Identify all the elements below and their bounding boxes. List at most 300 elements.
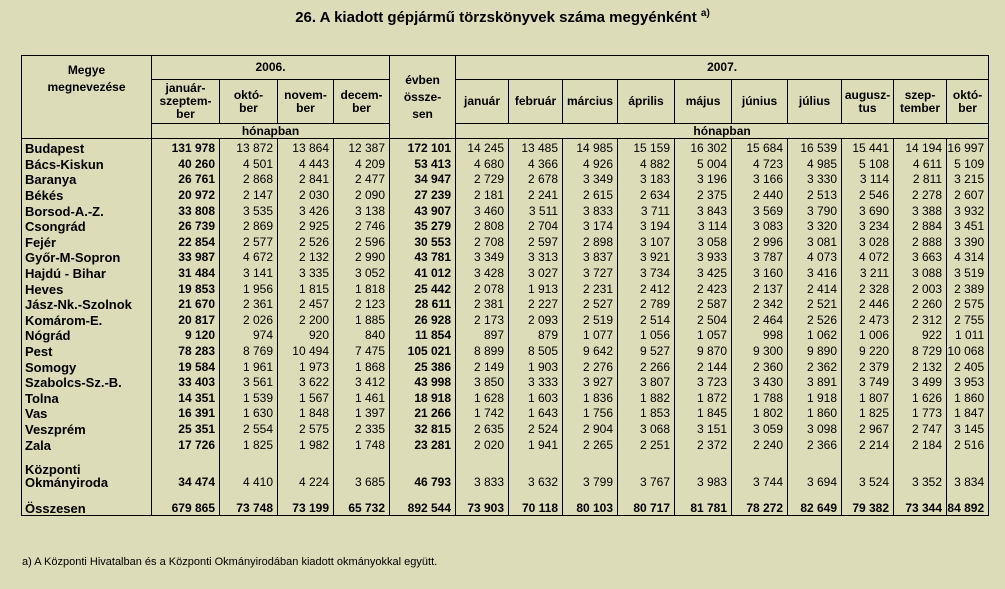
value-cell-2007: 3 028 [842,235,894,251]
value-cell-2006: 12 387 [334,139,390,157]
table-row [22,406,989,422]
value-cell-2007: 4 985 [788,157,842,173]
value-cell-2007: 2 967 [842,422,894,438]
value-cell-2007: 2 521 [788,297,842,313]
table-row [22,453,989,489]
value-cell-2007: 3 313 [509,250,563,266]
month-header-2007: január [456,80,509,124]
month-header-2006: novem- ber [278,80,334,124]
value-cell-2007: 2 755 [947,313,989,329]
value-cell-2007: 1 062 [788,328,842,344]
annual-total-cell: 53 413 [390,157,456,173]
value-cell-2006: 3 141 [220,266,278,282]
county-name: Békés [22,188,152,204]
value-cell-2007: 2 516 [947,437,989,453]
value-cell-2007: 2 278 [894,188,947,204]
value-cell-2007: 2 020 [456,437,509,453]
value-cell-2007: 2 898 [563,235,618,251]
month-header-2007: szep- tember [894,80,947,124]
value-cell-2007: 3 098 [788,422,842,438]
value-cell-2007: 1 603 [509,391,563,407]
value-cell-2007: 3 196 [675,172,732,188]
value-cell-2007: 2 231 [563,281,618,297]
county-name: Borsod-A.-Z. [22,203,152,219]
value-cell-2007: 3 843 [675,203,732,219]
value-cell-2006: 3 561 [220,375,278,391]
value-cell-2007: 1 056 [618,328,675,344]
value-cell-2007: 3 837 [563,250,618,266]
value-cell-2007: 9 870 [675,344,732,360]
value-cell-2006: 1 630 [220,406,278,422]
value-cell-2007: 2 446 [842,297,894,313]
value-cell-2006: 1 818 [334,281,390,297]
value-cell-2007: 2 546 [842,188,894,204]
value-cell-2007: 2 808 [456,219,509,235]
value-cell-2007: 9 890 [788,344,842,360]
value-cell-2007: 80 717 [618,489,675,516]
value-cell-2007: 8 899 [456,344,509,360]
value-cell-2007: 3 807 [618,375,675,391]
county-name: Összesen [22,489,152,516]
value-cell-2007: 3 183 [618,172,675,188]
value-cell-2007: 3 723 [675,375,732,391]
value-cell-2007: 2 260 [894,297,947,313]
value-cell-2006: 1 961 [220,359,278,375]
value-cell-2007: 3 983 [675,453,732,489]
value-cell-2007: 3 632 [509,453,563,489]
value-cell-2007: 9 642 [563,344,618,360]
value-cell-2006: 26 761 [152,172,220,188]
value-cell-2007: 897 [456,328,509,344]
value-cell-2007: 2 704 [509,219,563,235]
table-row [22,250,989,266]
value-cell-2006: 131 978 [152,139,220,157]
value-cell-2007: 2 811 [894,172,947,188]
table-row [22,391,989,407]
month-header-2007: március [563,80,618,124]
annual-total-cell: 35 279 [390,219,456,235]
value-cell-2007: 2 635 [456,422,509,438]
value-cell-2007: 3 524 [842,453,894,489]
table-row [22,344,989,360]
annual-total-cell: 32 815 [390,422,456,438]
value-cell-2007: 1 860 [788,406,842,422]
value-cell-2006: 2 925 [278,219,334,235]
table-row [22,235,989,251]
value-cell-2007: 1 836 [563,391,618,407]
data-table [21,55,989,516]
county-name: Veszprém [22,422,152,438]
annual-total-cell: 34 947 [390,172,456,188]
value-cell-2007: 1 941 [509,437,563,453]
value-cell-2006: 2 200 [278,313,334,329]
value-cell-2007: 1 788 [732,391,788,407]
table-row [22,266,989,282]
value-cell-2006: 3 535 [220,203,278,219]
value-cell-2007: 3 569 [732,203,788,219]
value-cell-2007: 3 694 [788,453,842,489]
value-cell-2006: 4 410 [220,453,278,489]
page-title [0,8,1005,26]
table-row [22,281,989,297]
value-cell-2007: 15 441 [842,139,894,157]
annual-total-cell: 28 611 [390,297,456,313]
value-cell-2007: 2 078 [456,281,509,297]
table-row [22,203,989,219]
value-cell-2006: 2 132 [278,250,334,266]
value-cell-2007: 3 711 [618,203,675,219]
value-cell-2007: 1 011 [947,328,989,344]
value-cell-2007: 1 913 [509,281,563,297]
value-cell-2007: 4 073 [788,250,842,266]
county-name: Komárom-E. [22,313,152,329]
value-cell-2006: 2 841 [278,172,334,188]
value-cell-2006: 33 987 [152,250,220,266]
value-cell-2006: 2 990 [334,250,390,266]
value-cell-2007: 1 742 [456,406,509,422]
value-cell-2006: 1 397 [334,406,390,422]
month-header-2007: július [788,80,842,124]
value-cell-2007: 1 626 [894,391,947,407]
value-cell-2007: 2 996 [732,235,788,251]
value-cell-2007: 2 240 [732,437,788,453]
value-cell-2007: 3 834 [947,453,989,489]
value-cell-2006: 1 956 [220,281,278,297]
value-cell-2007: 1 882 [618,391,675,407]
value-cell-2006: 2 869 [220,219,278,235]
value-cell-2007: 2 884 [894,219,947,235]
value-cell-2007: 2 789 [618,297,675,313]
value-cell-2007: 2 312 [894,313,947,329]
value-cell-2006: 2 575 [278,422,334,438]
table-row [22,297,989,313]
annual-total-cell: 172 101 [390,139,456,157]
value-cell-2007: 2 597 [509,235,563,251]
value-cell-2007: 2 615 [563,188,618,204]
value-cell-2007: 1 825 [842,406,894,422]
table-row [22,172,989,188]
value-cell-2007: 3 388 [894,203,947,219]
value-cell-2007: 1 807 [842,391,894,407]
value-cell-2007: 9 220 [842,344,894,360]
value-cell-2007: 2 527 [563,297,618,313]
value-cell-2007: 4 611 [894,157,947,173]
value-cell-2007: 3 068 [618,422,675,438]
value-cell-2007: 2 678 [509,172,563,188]
value-cell-2007: 3 833 [456,453,509,489]
value-cell-2006: 974 [220,328,278,344]
value-cell-2006: 26 739 [152,219,220,235]
value-cell-2006: 1 848 [278,406,334,422]
value-cell-2006: 2 123 [334,297,390,313]
value-cell-2007: 16 302 [675,139,732,157]
value-cell-2006: 34 474 [152,453,220,489]
value-cell-2007: 3 767 [618,453,675,489]
value-cell-2006: 73 748 [220,489,278,516]
value-cell-2007: 3 416 [788,266,842,282]
value-cell-2006: 73 199 [278,489,334,516]
value-cell-2007: 2 514 [618,313,675,329]
value-cell-2007: 2 093 [509,313,563,329]
value-cell-2007: 1 057 [675,328,732,344]
value-cell-2007: 4 680 [456,157,509,173]
value-cell-2006: 13 864 [278,139,334,157]
county-name: Heves [22,281,152,297]
value-cell-2007: 3 460 [456,203,509,219]
value-cell-2007: 1 773 [894,406,947,422]
value-cell-2007: 1 872 [675,391,732,407]
value-cell-2007: 3 088 [894,266,947,282]
value-cell-2007: 4 723 [732,157,788,173]
annual-total-cell: 30 553 [390,235,456,251]
value-cell-2007: 5 108 [842,157,894,173]
value-cell-2007: 2 266 [618,359,675,375]
value-cell-2007: 1 847 [947,406,989,422]
county-name: Pest [22,344,152,360]
value-cell-2007: 2 414 [788,281,842,297]
value-cell-2007: 1 860 [947,391,989,407]
value-cell-2007: 2 251 [618,437,675,453]
value-cell-2007: 2 587 [675,297,732,313]
table-row [22,219,989,235]
value-cell-2007: 2 372 [675,437,732,453]
value-cell-2007: 3 330 [788,172,842,188]
table-row [22,157,989,173]
value-cell-2007: 2 137 [732,281,788,297]
value-cell-2007: 4 882 [618,157,675,173]
value-cell-2007: 8 729 [894,344,947,360]
value-cell-2007: 2 575 [947,297,989,313]
value-cell-2007: 3 058 [675,235,732,251]
value-cell-2007: 2 412 [618,281,675,297]
value-cell-2007: 14 245 [456,139,509,157]
value-cell-2007: 2 464 [732,313,788,329]
value-cell-2007: 78 272 [732,489,788,516]
value-cell-2007: 2 904 [563,422,618,438]
value-cell-2006: 22 854 [152,235,220,251]
value-cell-2007: 2 634 [618,188,675,204]
value-cell-2006: 3 138 [334,203,390,219]
value-cell-2007: 2 342 [732,297,788,313]
value-cell-2007: 3 690 [842,203,894,219]
value-cell-2007: 3 194 [618,219,675,235]
table-row [22,328,989,344]
value-cell-2007: 3 850 [456,375,509,391]
value-cell-2007: 2 362 [788,359,842,375]
value-cell-2007: 3 081 [788,235,842,251]
table-row [22,437,989,453]
county-name: Budapest [22,139,152,157]
value-cell-2007: 3 083 [732,219,788,235]
annual-total-cell: 18 918 [390,391,456,407]
value-cell-2006: 31 484 [152,266,220,282]
value-cell-2007: 4 072 [842,250,894,266]
value-cell-2007: 1 643 [509,406,563,422]
value-cell-2007: 2 504 [675,313,732,329]
value-cell-2007: 2 729 [456,172,509,188]
value-cell-2007: 15 159 [618,139,675,157]
value-cell-2007: 3 451 [947,219,989,235]
value-cell-2007: 998 [732,328,788,344]
annual-total-cell: 105 021 [390,344,456,360]
county-name: Hajdú - Bihar [22,266,152,282]
value-cell-2007: 16 539 [788,139,842,157]
value-cell-2007: 2 379 [842,359,894,375]
annual-total-cell: 11 854 [390,328,456,344]
value-cell-2007: 3 215 [947,172,989,188]
value-cell-2006: 2 554 [220,422,278,438]
county-name: Tolna [22,391,152,407]
value-cell-2007: 2 375 [675,188,732,204]
value-cell-2006: 2 577 [220,235,278,251]
value-cell-2006: 4 209 [334,157,390,173]
month-header-2007: április [618,80,675,124]
value-cell-2007: 3 234 [842,219,894,235]
value-cell-2007: 3 932 [947,203,989,219]
value-cell-2007: 2 423 [675,281,732,297]
month-header-2006: októ- ber [220,80,278,124]
value-cell-2006: 3 622 [278,375,334,391]
value-cell-2007: 3 333 [509,375,563,391]
value-cell-2007: 2 519 [563,313,618,329]
value-cell-2007: 73 903 [456,489,509,516]
value-cell-2007: 10 068 [947,344,989,360]
month-header-2007: októ- ber [947,80,989,124]
value-cell-2007: 2 473 [842,313,894,329]
county-name: Zala [22,437,152,453]
value-cell-2007: 4 926 [563,157,618,173]
county-name: Győr-M-Sopron [22,250,152,266]
year-2006-header: 2006. [152,56,390,80]
value-cell-2006: 1 815 [278,281,334,297]
value-cell-2007: 13 485 [509,139,563,157]
value-cell-2007: 3 114 [842,172,894,188]
table-row [22,313,989,329]
table-row [22,489,989,516]
value-cell-2006: 7 475 [334,344,390,360]
value-cell-2007: 3 425 [675,266,732,282]
county-name: Csongrád [22,219,152,235]
value-cell-2006: 4 501 [220,157,278,173]
value-cell-2007: 2 144 [675,359,732,375]
value-cell-2007: 4 314 [947,250,989,266]
value-cell-2006: 2 868 [220,172,278,188]
title-footnote-marker: a) [700,8,710,19]
value-cell-2007: 2 747 [894,422,947,438]
county-name: Nógrád [22,328,152,344]
county-name: Somogy [22,359,152,375]
value-cell-2006: 2 746 [334,219,390,235]
annual-total-cell: 43 907 [390,203,456,219]
value-cell-2007: 3 891 [788,375,842,391]
value-cell-2007: 3 428 [456,266,509,282]
value-cell-2007: 2 360 [732,359,788,375]
value-cell-2006: 25 351 [152,422,220,438]
value-cell-2006: 1 973 [278,359,334,375]
value-cell-2006: 1 748 [334,437,390,453]
value-cell-2007: 2 389 [947,281,989,297]
month-header-2006: decem- ber [334,80,390,124]
value-cell-2007: 16 997 [947,139,989,157]
county-name: Jász-Nk.-Szolnok [22,297,152,313]
table-row [22,139,989,157]
value-cell-2006: 1 539 [220,391,278,407]
county-name: Bács-Kiskun [22,157,152,173]
annual-total-cell: 25 386 [390,359,456,375]
county-header: Megye megnevezése [22,56,152,139]
value-cell-2007: 9 300 [732,344,788,360]
value-cell-2006: 14 351 [152,391,220,407]
value-cell-2007: 1 756 [563,406,618,422]
value-cell-2007: 3 927 [563,375,618,391]
value-cell-2007: 2 328 [842,281,894,297]
value-cell-2006: 19 584 [152,359,220,375]
value-cell-2007: 3 430 [732,375,788,391]
value-cell-2007: 2 526 [788,313,842,329]
value-cell-2006: 2 526 [278,235,334,251]
value-cell-2006: 1 461 [334,391,390,407]
value-cell-2007: 3 151 [675,422,732,438]
value-cell-2007: 3 160 [732,266,788,282]
value-cell-2006: 2 477 [334,172,390,188]
value-cell-2007: 3 059 [732,422,788,438]
month-header-2007: február [509,80,563,124]
value-cell-2007: 3 799 [563,453,618,489]
value-cell-2007: 4 366 [509,157,563,173]
annual-total-cell: 43 998 [390,375,456,391]
value-cell-2007: 79 382 [842,489,894,516]
table-row [22,359,989,375]
value-cell-2006: 4 672 [220,250,278,266]
value-cell-2007: 3 663 [894,250,947,266]
value-cell-2006: 65 732 [334,489,390,516]
value-cell-2007: 1 845 [675,406,732,422]
county-name: Fejér [22,235,152,251]
value-cell-2006: 3 335 [278,266,334,282]
value-cell-2007: 3 352 [894,453,947,489]
value-cell-2007: 1 918 [788,391,842,407]
value-cell-2007: 3 833 [563,203,618,219]
county-name: Vas [22,406,152,422]
annual-total-cell: 27 239 [390,188,456,204]
value-cell-2006: 19 853 [152,281,220,297]
unit-label-2006: hónapban [152,124,390,139]
value-cell-2007: 2 265 [563,437,618,453]
value-cell-2007: 922 [894,328,947,344]
value-cell-2006: 3 052 [334,266,390,282]
annual-total-cell: 43 781 [390,250,456,266]
value-cell-2007: 2 132 [894,359,947,375]
value-cell-2007: 2 405 [947,359,989,375]
value-cell-2007: 3 787 [732,250,788,266]
value-cell-2006: 17 726 [152,437,220,453]
value-cell-2006: 2 335 [334,422,390,438]
value-cell-2006: 33 403 [152,375,220,391]
value-cell-2007: 2 440 [732,188,788,204]
table-row [22,375,989,391]
value-cell-2007: 3 027 [509,266,563,282]
value-cell-2006: 4 224 [278,453,334,489]
annual-total-cell: 46 793 [390,453,456,489]
value-cell-2007: 3 166 [732,172,788,188]
value-cell-2006: 78 283 [152,344,220,360]
value-cell-2006: 3 426 [278,203,334,219]
value-cell-2006: 13 872 [220,139,278,157]
value-cell-2006: 8 769 [220,344,278,360]
value-cell-2007: 3 349 [456,250,509,266]
annual-total-cell: 26 928 [390,313,456,329]
title-text: 26. A kiadott gépjármű törzskönyvek száma megyénként [295,9,697,26]
